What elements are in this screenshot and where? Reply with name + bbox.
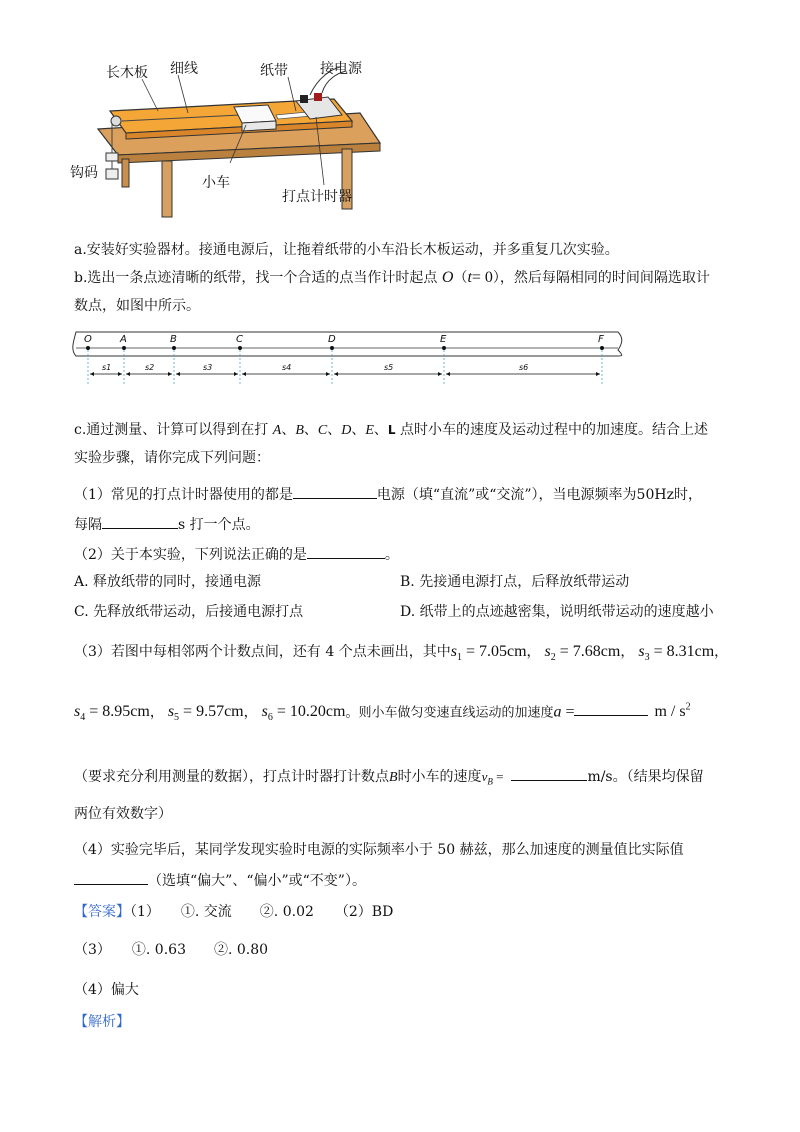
q3-line1: （3）若图中每相邻两个计数点间，还有 4 个点未画出，其中$s_1 = 7.05cm$， $s_2 = 7.68cm$， $s_3 = 8.31cm$， — [74, 643, 729, 664]
step-c-line2 — [74, 448, 270, 468]
q4-line1 — [74, 840, 684, 860]
step-b-text: b.选出一条点迹清晰的纸带，找一个合适的点当作计时起点 — [74, 270, 438, 286]
analysis-line — [74, 1012, 130, 1032]
tape-label-e: E — [440, 334, 447, 345]
step-b-line1: b.选出一条点迹清晰的纸带，找一个合适的点当作计时起点 O（t= 0），然后每隔相同的时间间隔选取计 — [74, 269, 710, 286]
label-power: 接电源 — [320, 61, 362, 77]
tape-label-a: A — [120, 334, 127, 345]
q2-end: 。 — [384, 547, 399, 563]
q2-text: （2）关于本实验，下列说法正确的是 — [74, 547, 307, 563]
q2-line — [74, 544, 399, 565]
s3-value: $s_3 = 8.31cm$ — [638, 643, 715, 664]
tape-point-c — [238, 346, 242, 350]
q1-blank-1[interactable] — [293, 484, 377, 499]
point-E: E — [365, 423, 374, 438]
segment-head-left-s5 — [334, 372, 338, 376]
segment-label-s5: s5 — [384, 363, 394, 372]
tape-point-d — [330, 346, 334, 350]
point-B: B — [295, 423, 304, 438]
time-t: t — [467, 269, 472, 286]
q1-line2 — [74, 514, 260, 535]
q3-text2: 。则小车做匀变速直线运动的加速度 — [345, 705, 554, 721]
segment-label-s3: s3 — [203, 363, 213, 372]
tape-label-d: D — [328, 334, 336, 345]
segment-head-right-s1 — [118, 372, 122, 376]
tape-label-o: O — [84, 334, 92, 345]
analysis-tag: 【解析】 — [74, 1014, 130, 1030]
apparatus-figure — [70, 55, 390, 225]
answer-text1: （1） ①. 交流 ②. 0.02 （2）BD — [130, 904, 394, 920]
q1-text3: 每隔 — [74, 517, 102, 533]
step-a — [74, 240, 619, 260]
q3-text4: 时小车的速度 — [397, 769, 482, 785]
tape-point-e — [442, 346, 446, 350]
s2-value: $s_2 = 7.68cm$ — [544, 643, 621, 664]
q3-line4 — [74, 804, 172, 824]
answer-line2 — [74, 940, 268, 960]
tape-label-f: F — [598, 334, 604, 345]
step-c-text3: 实验步骤，请你完成下列问题： — [74, 450, 270, 466]
tape-label-b: B — [170, 334, 177, 345]
segment-head-right-s6 — [596, 372, 600, 376]
q4-text1: （4）实验完毕后，某同学发现实验时电源的实际频率小于 50 赫兹，那么加速度的测量值比实际值 — [74, 842, 684, 858]
step-b-text3: 数点，如图中所示。 — [74, 298, 200, 314]
label-cart: 小车 — [202, 175, 230, 191]
step-b-text2: ，然后每隔相同的时间间隔选取计 — [499, 270, 710, 286]
q3-blank-accel[interactable] — [574, 701, 648, 716]
segment-head-right-s4 — [326, 372, 330, 376]
tape-point-o — [86, 346, 90, 350]
label-board: 长木板 — [106, 65, 148, 81]
segment-head-left-s6 — [446, 372, 450, 376]
step-c-line1: c.通过测量、计算可以得到在打 A、B、C、D、E、L 点时小车的速度及运动过程中的加速度。结合上述 — [74, 422, 709, 438]
label-tape: 纸带 — [260, 63, 288, 79]
step-a-text: a.安装好实验器材。接通电源后，让拖着纸带的小车沿长木板运动，并多重复几次实验。 — [74, 242, 619, 258]
point-C: C — [317, 423, 328, 438]
segment-head-right-s2 — [168, 372, 172, 376]
vb-symbol: $v_B$ = — [481, 769, 504, 787]
tape-point-b — [172, 346, 176, 350]
answer-text2: （3） ①. 0.63 ②. 0.80 — [74, 942, 269, 958]
q3-text3: （要求充分利用测量的数据），打点计时器打计数点 — [74, 769, 389, 785]
q2-blank[interactable] — [307, 544, 385, 559]
q3-line2: $s_4 = 8.95cm$， $s_5 = 9.57cm$， $s_6 = 10.20cm$。则小车做匀变速直线运动的加速度$a = m / s^2$ — [74, 702, 691, 724]
accel-unit: m / s — [654, 703, 686, 721]
q2-option-d: D. 纸带上的点迹越密集，说明纸带运动的速度越小 — [400, 604, 714, 620]
s5-value: $s_5 = 9.57cm$ — [167, 703, 244, 724]
tape-point-a — [122, 346, 126, 350]
answer-line3 — [74, 980, 139, 1000]
label-timer: 打点计时器 — [282, 189, 352, 205]
segment-label-s2: s2 — [145, 363, 155, 372]
q1-text1: （1）常见的打点计时器使用的都是 — [74, 487, 293, 503]
q3-text1: （3）若图中每相邻两个计数点间，还有 4 个点未画出，其中 — [74, 644, 451, 660]
tape-label-c: C — [236, 334, 243, 345]
point-A: A — [272, 423, 282, 438]
q1-text4: s 打一个点。 — [178, 517, 260, 533]
origin-O: O — [441, 269, 454, 286]
point-B-ref: B — [389, 770, 398, 785]
q1-line1 — [74, 484, 702, 505]
q4-blank[interactable] — [74, 870, 148, 885]
accel-symbol: a — [553, 703, 562, 721]
q4-text2: （选填“偏大”、“偏小”或“不变”）。 — [148, 873, 366, 889]
segment-label-s1: s1 — [102, 363, 112, 372]
q1-text2: 电源（填“直流”或“交流”），当电源频率为50Hz时， — [376, 487, 702, 503]
answer-tag: 【答案】 — [74, 904, 130, 920]
step-c-text: c.通过测量、计算可以得到在打 — [74, 422, 269, 438]
answer-text3: （4）偏大 — [74, 982, 139, 998]
q1-blank-2[interactable] — [102, 514, 178, 529]
segment-head-right-s3 — [234, 372, 238, 376]
segment-head-left-s3 — [176, 372, 180, 376]
s1-value: $s_1 = 7.05cm$ — [450, 643, 527, 664]
q2-option-c: C. 先释放纸带运动，后接通电源打点 — [74, 604, 304, 620]
label-weight: 钩码 — [70, 165, 98, 181]
point-D: D — [341, 423, 352, 438]
tape-figure — [70, 326, 630, 388]
tape-strip — [73, 332, 622, 356]
q3-line3 — [74, 766, 704, 792]
segment-label-s4: s4 — [282, 363, 292, 372]
segment-head-left-s1 — [90, 372, 94, 376]
step-b-line2 — [74, 296, 200, 316]
segment-head-right-s5 — [438, 372, 442, 376]
s4-value: $s_4 = 8.95cm$ — [74, 703, 150, 724]
q3-blank-vb[interactable] — [511, 766, 587, 781]
answer-line1 — [74, 902, 393, 922]
vb-unit: m/s。（结果均保留 — [587, 769, 704, 785]
q2-option-b: B. 先接通电源打点，后释放纸带运动 — [400, 574, 630, 590]
segment-head-left-s4 — [242, 372, 246, 376]
s6-value: $s_6 = 10.20cm$ — [261, 703, 346, 724]
segment-head-left-s2 — [126, 372, 130, 376]
q4-line2 — [74, 870, 366, 891]
ellipsis-glyph: L — [387, 423, 396, 437]
step-c-text2: 点时小车的速度及运动过程中的加速度。结合上述 — [400, 422, 709, 438]
q3-text5: 两位有效数字） — [74, 806, 172, 822]
tape-point-f — [600, 346, 604, 350]
time-eq: = 0 — [471, 269, 493, 286]
label-string: 细线 — [170, 61, 198, 77]
segment-label-s6: s6 — [519, 363, 529, 372]
q2-option-a: A. 释放纸带的同时，接通电源 — [74, 574, 262, 590]
